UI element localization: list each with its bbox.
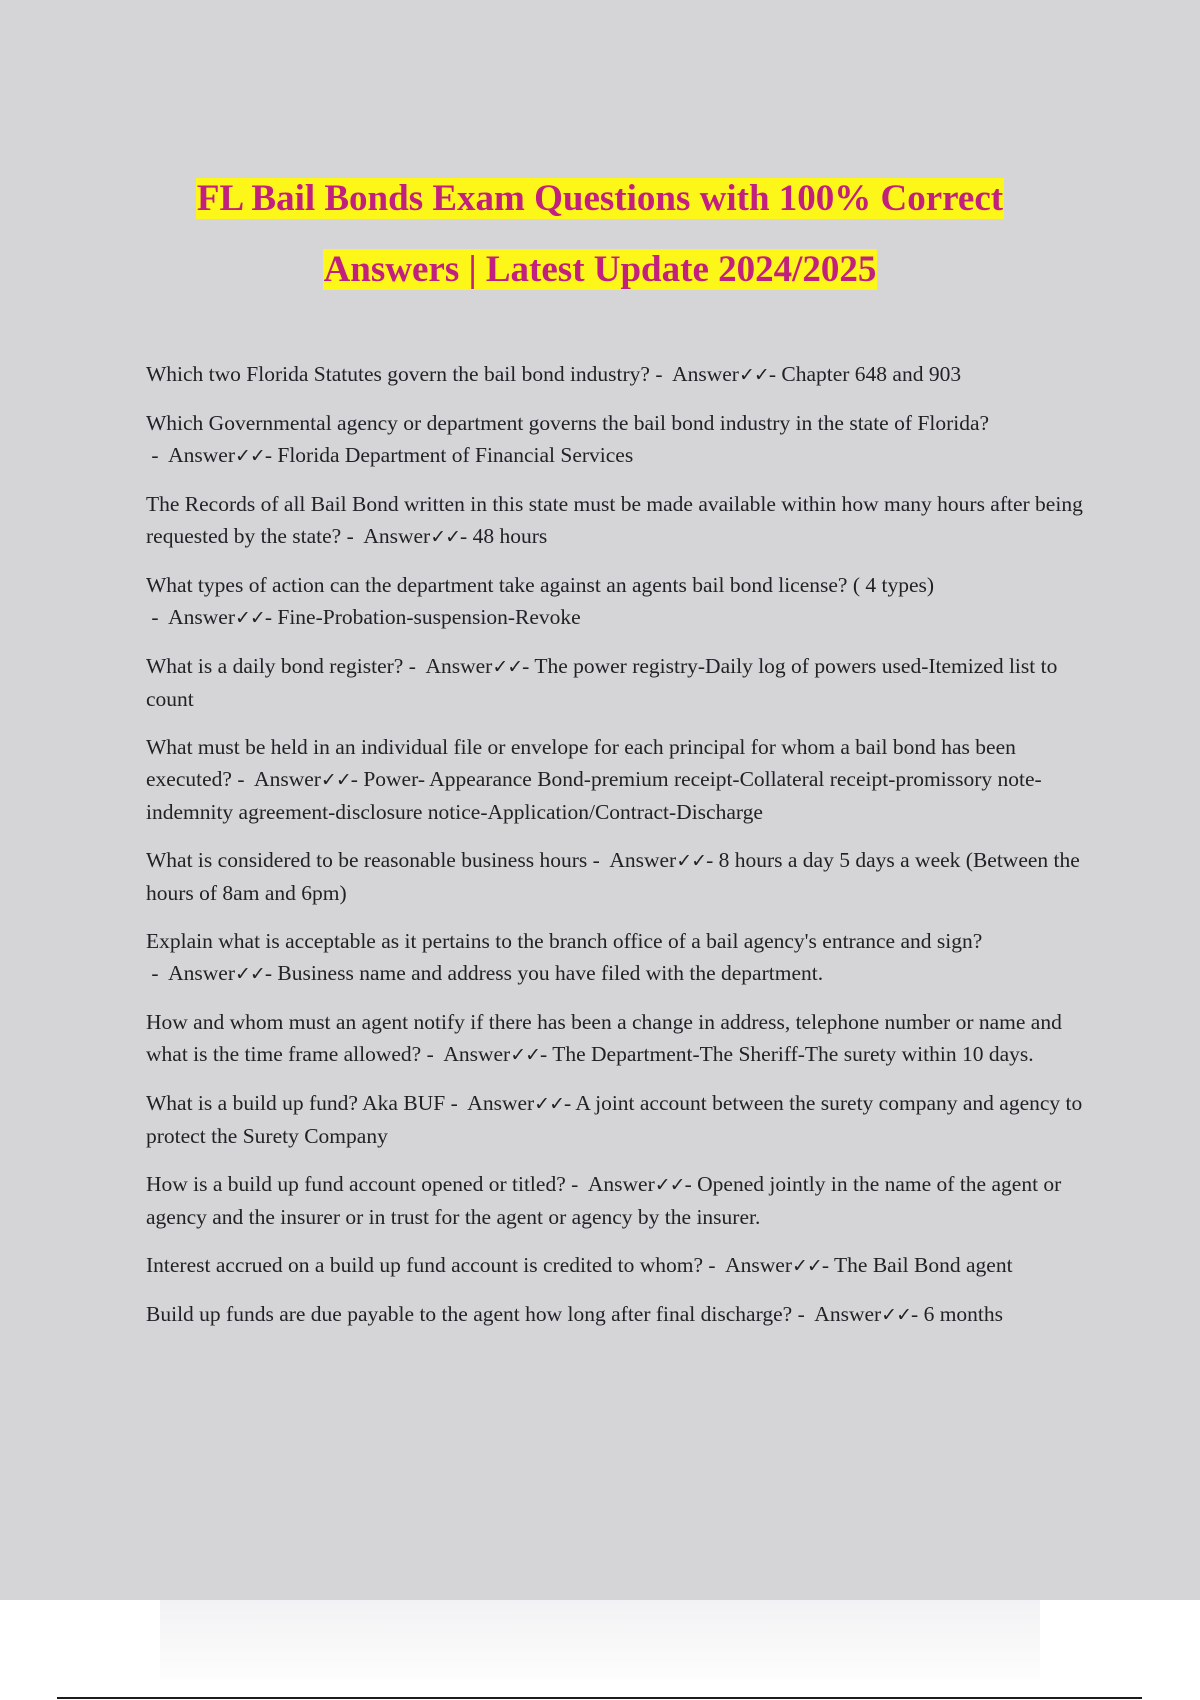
- question-text: How is a build up fund account opened or titled?: [146, 1172, 566, 1196]
- answer-label: Answer: [443, 1042, 511, 1066]
- answer-text: The Department-The Sheriff-The surety within 10 days.: [552, 1042, 1034, 1066]
- question-text: What types of action can the department take against an agents bail bond license? ( 4 types): [146, 573, 935, 597]
- double-check-icon: ✓✓: [234, 445, 265, 467]
- question-text: Interest accrued on a build up fund account is credited to whom?: [146, 1253, 704, 1277]
- footer-divider: [57, 1697, 1142, 1699]
- answer-label: Answer: [363, 524, 431, 548]
- answer-label: Answer: [609, 848, 677, 872]
- question-text: Build up funds are due payable to the agent how long after final discharge?: [146, 1302, 793, 1326]
- qa-item: Which Governmental agency or department governs the bail bond industry in the state of Florida? - Answer✓✓- Florida Department of Financial Services: [146, 411, 990, 467]
- question-text: What is a build up fund? Aka BUF: [146, 1091, 446, 1115]
- answer-text: The power registry-Daily log of powers used-Itemized list to count: [146, 654, 1058, 711]
- question-text: What is a daily bond register?: [146, 654, 404, 678]
- answer-label: Answer: [814, 1302, 882, 1326]
- answer-label: Answer: [168, 961, 235, 985]
- double-check-icon: ✓✓: [234, 607, 265, 629]
- question-text: The Records of all Bail Bond written in this state must be made available within how many hours after being requested by the state?: [146, 492, 1083, 548]
- answer-text: The Bail Bond agent: [834, 1253, 1013, 1277]
- document-title: [0, 163, 1200, 305]
- qa-item: Explain what is acceptable as it pertains to the branch office of a bail agency's entrance and sign? - Answer✓✓- Business name and address you have filed with the department.: [146, 929, 983, 985]
- qa-item: Which two Florida Statutes govern the bail bond industry? - Answer✓✓- Chapter 648 and 903: [146, 362, 962, 386]
- double-check-icon: ✓✓: [792, 1255, 822, 1277]
- answer-label: Answer: [725, 1253, 793, 1277]
- question-text: Explain what is acceptable as it pertains to the branch office of a bail agency's entrance and sign?: [146, 929, 983, 953]
- qa-item: What must be held in an individual file or envelope for each principal for whom a bail bond has been executed? - Answer✓✓- Power- Appearance Bond-premium receipt-Collateral receipt-promissory note-indemnity agreement-disclosure notice-Application/Contract-Discharge: [146, 735, 1042, 824]
- answer-label: Answer: [587, 1172, 655, 1196]
- qa-item: How and whom must an agent notify if there has been a change in address, telephone number or name and what is the time frame allowed? - Answer✓✓- The Department-The Sheriff-The surety within 10 days.: [146, 1010, 1062, 1066]
- answer-label: Answer: [672, 362, 739, 386]
- question-text: What must be held in an individual file or envelope for each principal for whom a bail bond has been executed?: [146, 735, 1016, 791]
- answer-label: Answer: [467, 1091, 535, 1115]
- double-check-icon: ✓✓: [654, 1174, 685, 1196]
- answer-text: Fine-Probation-suspension-Revoke: [277, 605, 581, 629]
- answer-text: Florida Department of Financial Services: [277, 443, 634, 467]
- answer-label: Answer: [254, 767, 321, 791]
- double-check-icon: ✓✓: [534, 1093, 565, 1115]
- qa-item: The Records of all Bail Bond written in this state must be made available within how many hours after being requested by the state? - Answer✓✓- 48 hours: [146, 492, 1083, 548]
- answer-text: 6 months: [923, 1302, 1004, 1326]
- double-check-icon: ✓✓: [234, 963, 265, 985]
- page-footer: [0, 1600, 1200, 1700]
- double-check-icon: ✓✓: [492, 656, 523, 678]
- title-highlight-2: Answers | Latest Update 2024/2025: [323, 248, 877, 290]
- title-highlight-1: FL Bail Bonds Exam Questions with 100% Correct: [196, 177, 1004, 219]
- qa-item: What is a build up fund? Aka BUF - Answer✓✓- A joint account between the surety company and agency to protect the Surety Company: [146, 1091, 1083, 1148]
- double-check-icon: ✓✓: [676, 850, 707, 872]
- answer-text: Power- Appearance Bond-premium receipt-Collateral receipt-promissory note-indemnity agreement-disclosure notice-Application/Contract-Discharge: [146, 767, 1042, 824]
- qa-item: What is a daily bond register? - Answer✓✓- The power registry-Daily log of powers used-Itemized list to count: [146, 654, 1058, 711]
- answer-label: Answer: [425, 654, 493, 678]
- double-check-icon: ✓✓: [320, 769, 351, 791]
- question-text: Which two Florida Statutes govern the bail bond industry?: [146, 362, 650, 386]
- qa-item: What is considered to be reasonable business hours - Answer✓✓- 8 hours a day 5 days a week (Between the hours of 8am and 6pm): [146, 848, 1080, 905]
- double-check-icon: ✓✓: [510, 1044, 541, 1066]
- qa-item: Build up funds are due payable to the agent how long after final discharge? - Answer✓✓- 6 months: [146, 1302, 1004, 1326]
- qa-item: What types of action can the department take against an agents bail bond license? ( 4 types) - Answer✓✓- Fine-Probation-suspension-Revoke: [146, 573, 935, 629]
- qa-item: How is a build up fund account opened or titled? - Answer✓✓- Opened jointly in the name of the agent or agency and the insurer or in trust for the agent or agency by the insurer.: [146, 1172, 1062, 1229]
- double-check-icon: ✓✓: [881, 1304, 912, 1326]
- answer-text: A joint account between the surety company and agency to protect the Surety Company: [146, 1091, 1083, 1148]
- answer-label: Answer: [168, 443, 235, 467]
- answer-text: Opened jointly in the name of the agent or agency and the insurer or in trust for the agent or agency by the insurer.: [146, 1172, 1062, 1229]
- question-text: How and whom must an agent notify if there has been a change in address, telephone number or name and what is the time frame allowed?: [146, 1010, 1062, 1066]
- answer-text: Chapter 648 and 903: [781, 362, 962, 386]
- double-check-icon: ✓✓: [738, 364, 769, 386]
- title-line-1: [0, 163, 1200, 234]
- qa-item: Interest accrued on a build up fund account is credited to whom? - Answer✓✓- The Bail Bond agent: [146, 1253, 1013, 1277]
- question-text: What is considered to be reasonable business hours: [146, 848, 588, 872]
- double-check-icon: ✓✓: [430, 526, 461, 548]
- answer-text: Business name and address you have filed with the department.: [277, 961, 824, 985]
- answer-text: 8 hours a day 5 days a week (Between the hours of 8am and 6pm): [146, 848, 1080, 905]
- title-line-2: [0, 234, 1200, 305]
- question-text: Which Governmental agency or department governs the bail bond industry in the state of Florida?: [146, 411, 990, 435]
- answer-label: Answer: [168, 605, 235, 629]
- footer-shade: [160, 1600, 1040, 1680]
- question-answer-list: [146, 358, 1096, 1347]
- answer-text: 48 hours: [472, 524, 548, 548]
